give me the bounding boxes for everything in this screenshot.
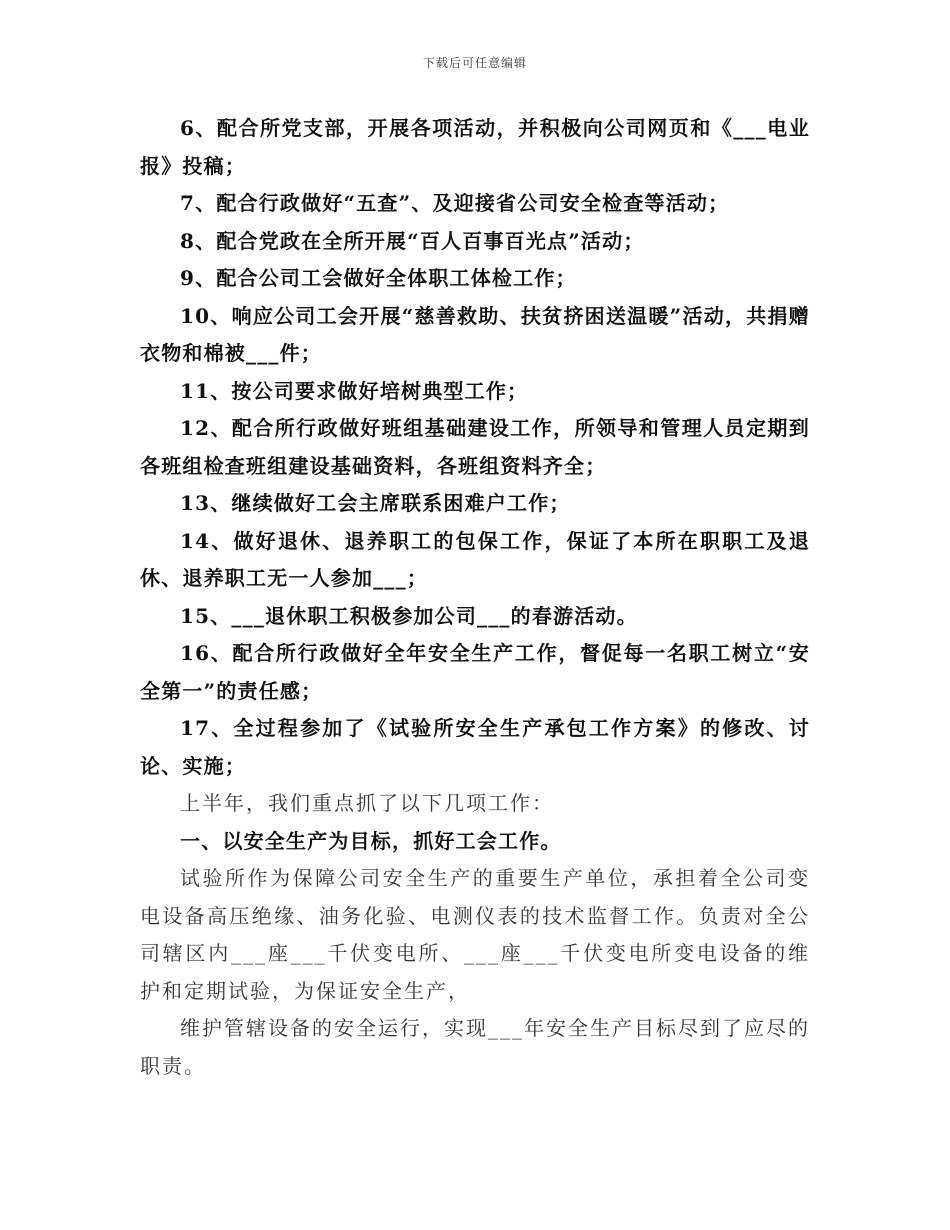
paragraph-item-7: 7、配合行政做好“五查”、及迎接省公司安全检查等活动； — [180, 191, 730, 215]
intro-paragraph: 上半年，我们重点抓了以下几项工作： — [180, 791, 554, 815]
section-heading: 一、以安全生产为目标，抓好工会工作。 — [180, 828, 562, 853]
body-paragraph: 试验所作为保障公司安全生产的重要生产单位，承担着全公司变电设备高压绝缘、油务化验、电测仪表的技术监督工作。负责对全公司辖区内___座___千伏变电所、___座___千伏变电所变电设备的维护和定期试验，为保证安全生产， — [140, 866, 810, 1003]
body-paragraph-continued: 维护管辖设备的安全运行，实现___年安全生产目标尽到了应尽的职责。 — [140, 1016, 810, 1078]
paragraph-item-14: 14、做好退休、退养职工的包保工作，保证了本所在职职工及退休、退养职工无一人参加___； — [140, 528, 810, 590]
page-header: 下载后可任意编辑 — [422, 56, 527, 70]
paragraph-item-13: 13、继续做好工会主席联系困难户工作； — [180, 491, 571, 515]
paragraph-item-6: 6、配合所党支部，开展各项活动，并积极向公司网页和《___电业报》投稿； — [140, 116, 810, 178]
paragraph-item-17: 17、全过程参加了《试验所安全生产承包工作方案》的修改、讨论、实施； — [140, 716, 810, 778]
paragraph-item-8: 8、配合党政在全所开展“百人百事百光点”活动； — [180, 228, 645, 253]
document-body — [140, 110, 810, 1085]
paragraph-item-9: 9、配合公司工会做好全体职工体检工作； — [180, 266, 577, 290]
paragraph-item-15: 15、___退休职工积极参加公司___的春游活动。 — [180, 603, 638, 628]
paragraph-item-12: 12、配合所行政做好班组基础建设工作，所领导和管理人员定期到各班组检查班组建设基础资料，各班组资料齐全； — [140, 416, 810, 478]
paragraph-item-16: 16、配合所行政做好全年安全生产工作，督促每一名职工树立“安全第一”的责任感； — [140, 641, 810, 703]
paragraph-item-11: 11、按公司要求做好培树典型工作； — [180, 378, 529, 403]
paragraph-item-10: 10、响应公司工会开展“慈善救助、扶贫挤困送温暖”活动，共捐赠衣物和棉被___件； — [140, 303, 810, 365]
